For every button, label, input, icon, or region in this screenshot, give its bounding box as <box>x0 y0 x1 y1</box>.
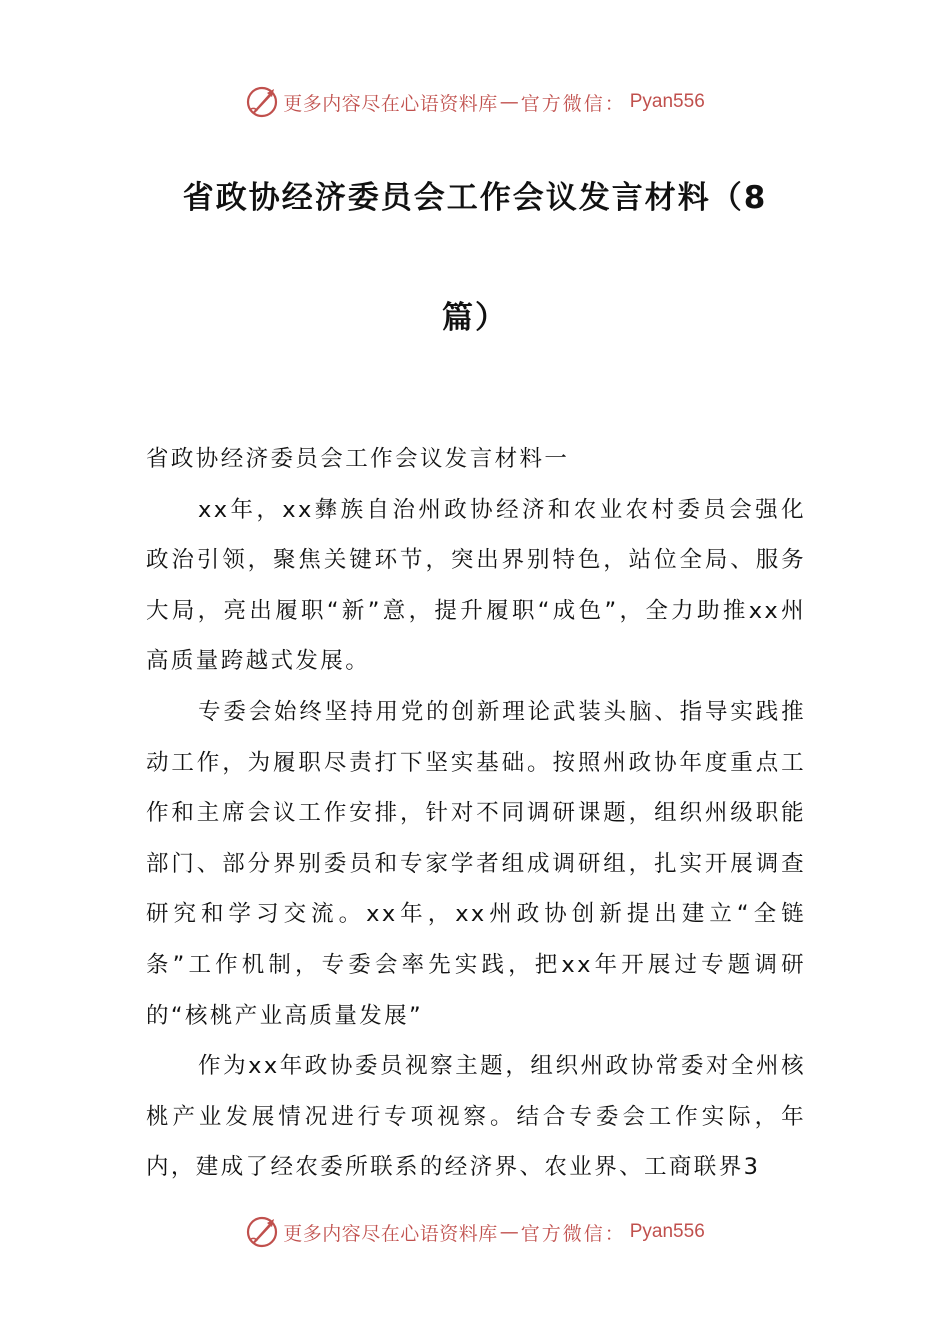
section-subheading: 省政协经济委员会工作会议发言材料一 <box>146 446 570 472</box>
paragraph: xx年，xx彝族自治州政协经济和农业农村委员会强化政治引领，聚焦关键环节，突出界别特色，站位全局、服务大局，亮出履职“新”意，提升履职“成色”，全力助推xx州高质量跨越式发展。 <box>146 496 806 675</box>
quill-logo-icon <box>245 85 279 119</box>
paragraph: 作为xx年政协委员视察主题，组织州政协常委对全州核桃产业发展情况进行专项视察。结合专委会工作实际，年内，建成了经农委所联系的经济界、农业界、工商联界3 <box>146 1053 806 1181</box>
header-banner <box>0 82 950 122</box>
document-title-line1: 省政协经济委员会工作会议发言材料（8 <box>182 180 768 216</box>
banner-wechat-label: 官方微信： <box>520 92 626 115</box>
quill-logo-icon <box>245 1215 279 1249</box>
footer-banner <box>0 1212 950 1252</box>
banner-wechat-id: Pyan556 <box>629 91 705 112</box>
banner-wechat-label: 官方微信： <box>520 1222 626 1245</box>
document-title-line2: 篇） <box>442 300 508 336</box>
banner-wechat-id: Pyan556 <box>629 1221 705 1242</box>
paragraph: 专委会始终坚持用党的创新理论武装头脑、指导实践推动工作，为履职尽责打下坚实基础。按照州政协年度重点工作和主席会议工作安排，针对不同调研课题，组织州级职能部门、部分界别委员和专家学者组成调研组，扎实开展调查研究和学习交流。xx年，xx州政协创新提出建立“全链条”工作机制，专委会率先实践，把xx年开展过专题调研的“核桃产业高质量发展” <box>146 698 806 1029</box>
banner-dash: — <box>499 91 519 113</box>
banner-text: 更多内容尽在心语资料库 <box>283 1222 498 1245</box>
banner-dash: — <box>499 1221 519 1243</box>
document-body <box>146 434 806 1193</box>
banner-text: 更多内容尽在心语资料库 <box>283 92 498 115</box>
